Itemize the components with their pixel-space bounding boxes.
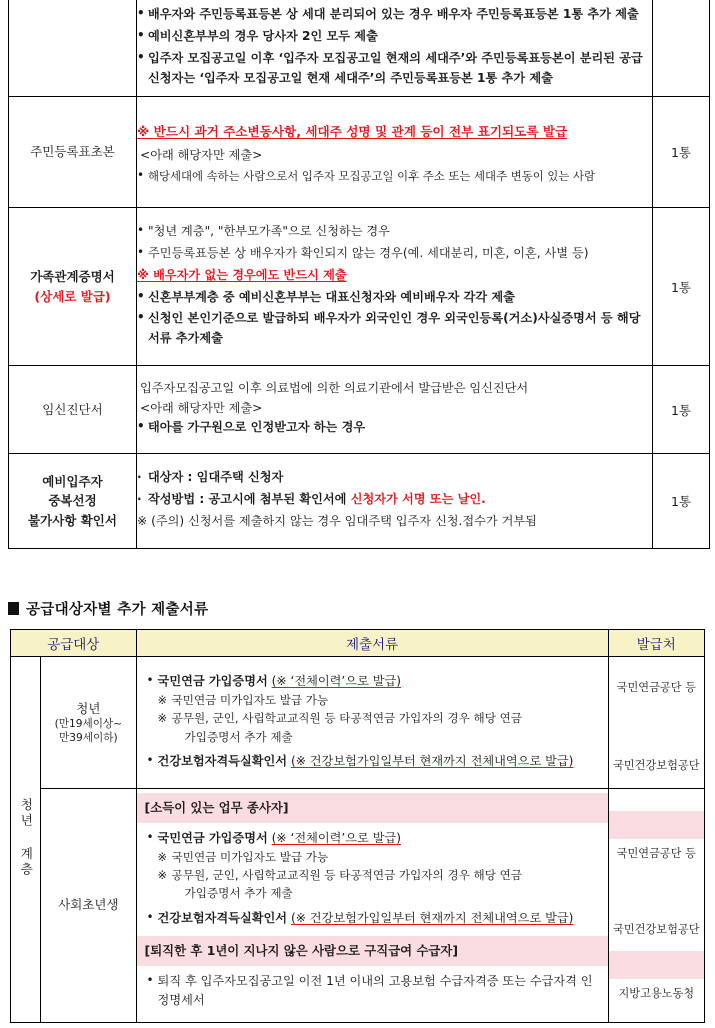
documents-list (147, 972, 600, 1011)
table-row (9, 97, 710, 208)
document-title-note: (※ ‘전체이력’으로 발급) (271, 830, 402, 845)
issuer-cell (608, 789, 704, 1023)
quantity-cell (653, 208, 710, 366)
document-name-cell (9, 208, 137, 366)
detail-list (137, 418, 652, 438)
documents-body (137, 966, 608, 1019)
group-age-line2: 만39세이하) (59, 731, 118, 744)
sub-note-text: 공무원, 군인, 사립학교교직원 등 타공적연금 가입자의 경우 해당 연금 (171, 711, 522, 726)
group-age-line1: (만19세이상~ (54, 717, 123, 730)
document-detail-cell (137, 0, 653, 97)
list-item-emphasis: 신청자가 서명 또는 날인. (350, 492, 486, 507)
list-item: . 대상자 : 임대주택 신청자 (137, 468, 652, 488)
sub-note-text: 공무원, 군인, 사립학교교직원 등 타공적연금 가입자의 경우 해당 연금 (171, 868, 522, 883)
documents-list (147, 829, 600, 928)
list-item (147, 752, 600, 771)
issuer-name: 국민건강보험공단 (613, 758, 700, 772)
documents-list (147, 672, 600, 771)
table-row (11, 657, 705, 789)
document-title-note: (※ ‘전체이력’으로 발급) (271, 673, 402, 688)
issuer-name: 국민연금공단 등 (616, 846, 696, 860)
column-header-issuer: 발급처 (608, 630, 704, 657)
list-item-prefix: 작성방법 : 공고시에 첨부된 확인서에 (148, 492, 351, 507)
detail-list-2 (137, 288, 652, 349)
sub-note-cont: 가입증명서 추가 제출 (184, 886, 293, 901)
document-detail-cell (137, 208, 653, 366)
document-name: 임신진단서 (42, 401, 103, 417)
section-heading-text: 공급대상자별 추가 제출서류 (26, 602, 209, 618)
document-name-line3: 불가사항 확인서 (28, 512, 117, 528)
table-header-row (11, 630, 705, 657)
documents-cell (136, 657, 608, 789)
detail-list (137, 222, 652, 264)
document-name-cell (9, 454, 137, 549)
list-item (137, 490, 652, 510)
document-name-sub: (상세로 발급) (34, 288, 111, 304)
quantity-value: 1통 (670, 279, 692, 295)
list-item: • 주민등록표등본 상 배우자가 확인되지 않는 경우(예. 세대분리, 미혼, 이혼, 사별 등) (137, 244, 652, 264)
quantity-value: 1통 (670, 494, 692, 509)
list-item (147, 829, 600, 903)
detail-list (137, 167, 652, 185)
band-spacer (609, 811, 704, 839)
list-item: • 태아를 가구원으로 인정받고자 하는 경우 (137, 418, 652, 438)
detail-list (137, 468, 652, 531)
sub-note-cont: 가입증명서 추가 제출 (184, 729, 293, 744)
document-title-note: (※ 건강보험가입일부터 현재까지 전체내역으로 발급) (290, 910, 574, 925)
documents-cell (136, 789, 608, 1023)
subtitle-text: <아래 해당자만 제출> (140, 400, 263, 415)
column-header-target: 공급대상 (11, 630, 137, 657)
table-row (9, 454, 710, 549)
list-item: • "청년 계층", "한부모가족"으로 신청하는 경우 (137, 222, 652, 242)
group-name: 청년 (76, 700, 101, 716)
documents-body (137, 823, 608, 936)
subtitle-text: <아래 해당자만 제출> (140, 147, 263, 162)
quantity-value: 1통 (670, 145, 692, 160)
list-item: • 입주자 모집공고일 이후 ‘입주자 모집공고일 현재의 세대주’와 주민등록표등본이 분리된 공급신청자는 ‘입주자 모집공고일 현재 세대주’의 주민등록표등본 1통 추가 제출 (137, 49, 652, 89)
band-heading: [퇴직한 후 1년이 지나지 않은 사람으로 구직급여 수급자] (137, 936, 608, 966)
document-title-note: (※ 건강보험가입일부터 현재까지 전체내역으로 발급) (290, 753, 574, 768)
document-title: 건강보험자격득실확인서 (157, 753, 288, 768)
list-item: • 퇴직 후 입주자모집공고일 이전 1년 이내의 고용보험 수급자격증 또는 수급자격 인정명세서 (147, 972, 600, 1011)
quantity-value: 1통 (670, 402, 692, 418)
list-item: • 신청인 본인기준으로 발급하되 배우자가 외국인인 경우 외국인등록(거소)사실증명서 등 해당서류 추가제출 (137, 309, 652, 349)
table-row (9, 0, 710, 97)
list-item: • 신혼부부계층 중 예비신혼부부는 대표신청자와 예비배우자 각각 제출 (137, 288, 652, 308)
document-title: 건강보험자격득실확인서 (157, 910, 288, 925)
document-name: 가족관계증명서 (30, 269, 115, 285)
group-name: 사회초년생 (58, 897, 119, 913)
document-title: 국민연금 가입증명서 (157, 673, 268, 688)
extra-documents-table (10, 629, 705, 1023)
issuer-name: 지방고용노동청 (618, 986, 695, 1000)
vertical-group-label: 청년 계층 (18, 797, 34, 878)
notice-text: ※ 반드시 과거 주소변동사항, 세대주 성명 및 관계 등이 전부 표기되도록 발급 (137, 124, 568, 140)
document-title: 국민연금 가입증명서 (157, 830, 268, 845)
list-item: • 해당세대에 속하는 사람으로서 입주자 모집공고일 이후 주소 또는 세대주 변동이 있는 사람 (137, 167, 652, 185)
list-item (147, 672, 600, 746)
table-row (9, 208, 710, 366)
band-spacer (609, 951, 704, 979)
document-name-cell (9, 366, 137, 454)
quantity-cell (653, 97, 710, 208)
document-name-cell (9, 0, 137, 97)
issuer-name: 국민건강보험공단 (613, 922, 700, 936)
sub-note: ※ 국민연금 미가입자도 발급 가능 (158, 848, 600, 866)
document-detail-cell (137, 366, 653, 454)
documents-body (137, 666, 608, 779)
footnote: ※ (주의) 신청서를 제출하지 않는 경우 임대주택 입주자 신청.접수가 거부됨 (137, 513, 537, 528)
quantity-cell (653, 0, 710, 97)
quantity-cell (653, 366, 710, 454)
table-row (11, 789, 705, 1023)
vertical-group-cell (11, 657, 41, 1023)
quantity-cell (653, 454, 710, 549)
sub-note: ※ 국민연금 미가입자도 발급 가능 (158, 691, 600, 709)
list-item: • 예비신혼부부의 경우 당사자 2인 모두 제출 (137, 27, 652, 47)
square-bullet-icon (8, 602, 19, 615)
document-name: 주민등록표초본 (30, 144, 115, 160)
group-name-cell (41, 789, 136, 1023)
required-documents-table (8, 0, 710, 549)
issuer-name: 국민연금공단 등 (616, 680, 696, 694)
document-detail-cell (137, 97, 653, 208)
document-name: 예비입주자 (42, 473, 103, 489)
detail-list (137, 5, 652, 88)
group-name-cell (41, 657, 136, 789)
sub-note (158, 866, 600, 903)
document-name-line2: 중복선정 (48, 493, 97, 509)
table-row (9, 366, 710, 454)
column-header-documents: 제출서류 (136, 630, 608, 657)
sub-note (158, 709, 600, 746)
notice-text: ※ 배우자가 없는 경우에도 반드시 제출 (137, 267, 347, 282)
lead-text: 입주자모집공고일 이후 의료법에 의한 의료기관에서 발급받은 임신진단서 (140, 380, 529, 395)
band-heading: [소득이 있는 업무 종사자] (137, 793, 608, 823)
issuer-cell (608, 657, 704, 789)
list-item: • 배우자와 주민등록표등본 상 세대 분리되어 있는 경우 배우자 주민등록표등본 1통 추가 제출 (137, 5, 652, 25)
section-heading (8, 598, 208, 619)
document-detail-cell (137, 454, 653, 549)
document-name-cell (9, 97, 137, 208)
list-item (147, 909, 600, 928)
